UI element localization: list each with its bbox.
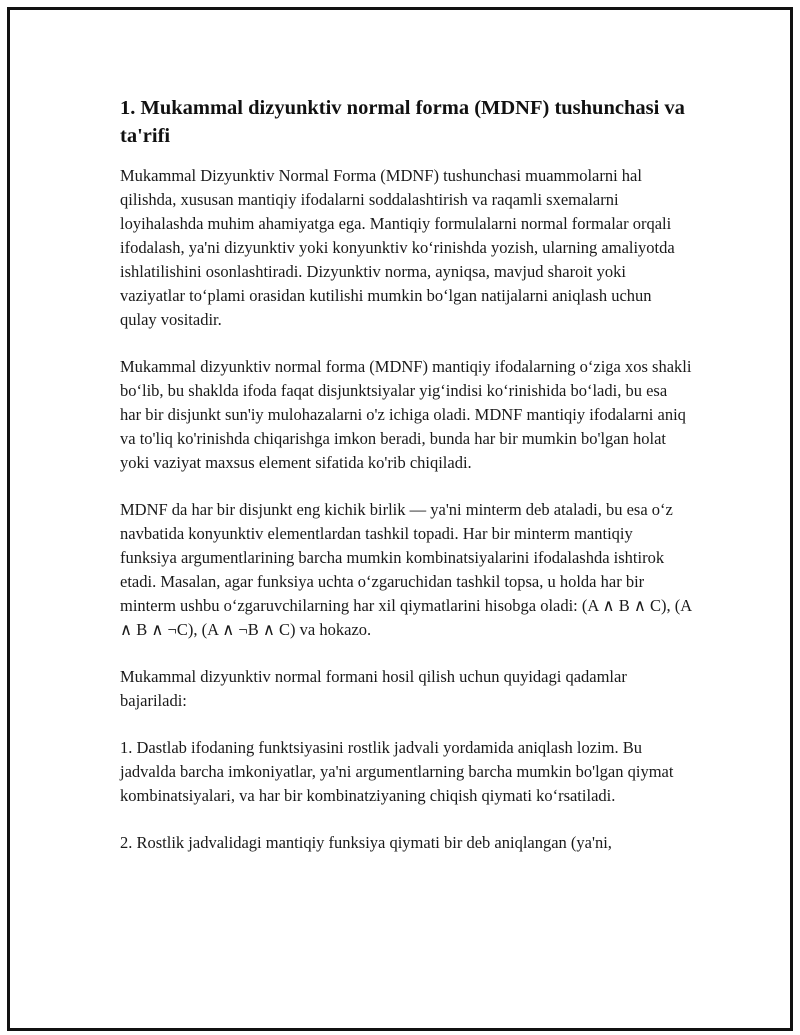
page-content	[120, 94, 692, 855]
paragraph-intro: Mukammal Dizyunktiv Normal Forma (MDNF) tushunchasi muammolarni hal qilishda, xususan mantiqiy ifodalarni soddalashtirish va raqamli sxemalarni loyihalashda muhim ahamiyatga ega. Mantiqiy formulalarni normal formalar orqali ifodalash, ya'ni dizyunktiv yoki konyunktiv koʻrinishda yozish, ularning amaliyotda ishlatilishini osonlashtiradi. Dizyunktiv norma, ayniqsa, mavjud sharoit yoki vaziyatlar toʻplami orasidan kutilishi mumkin boʻlgan natijalarni aniqlash uchun qulay vositadir.	[120, 166, 675, 329]
paragraph-steps-intro: Mukammal dizyunktiv normal formani hosil qilish uchun quyidagi qadamlar bajariladi:	[120, 667, 627, 710]
paragraph-definition: Mukammal dizyunktiv normal forma (MDNF) mantiqiy ifodalarning oʻziga xos shakli boʻlib, bu shaklda ifoda faqat disjunktsiyalar yigʻindisi koʻrinishida boʻladi, bu esa har bir disjunkt sun'iy mulohazalarni o'z ichiga oladi. MDNF mantiqiy ifodalarni aniq va to'liq ko'rinishda chiqarishga imkon beradi, bunda har bir mumkin bo'lgan holat yoki vaziyat maxsus element sifatida ko'rib chiqiladi.	[120, 357, 692, 472]
page-title: 1. Mukammal dizyunktiv normal forma (MDNF) tushunchasi va ta'rifi	[120, 97, 685, 147]
paragraph-step-2: 2. Rostlik jadvalidagi mantiqiy funksiya qiymati bir deb aniqlangan (ya'ni,	[120, 833, 612, 852]
page-frame	[7, 7, 793, 1031]
paragraph-minterm: MDNF da har bir disjunkt eng kichik birlik — ya'ni minterm deb ataladi, bu esa oʻz navbatida konyunktiv elementlardan tashkil topadi. Har bir minterm mantiqiy funksiya argumentlarining barcha mumkin kombinatsiyalarini ifodalashda ishtirok etadi. Masalan, agar funksiya uchta oʻzgaruchidan tashkil topsa, u holda har bir minterm ushbu oʻzgaruvchilarning har xil qiymatlarini hisobga oladi: (A ∧ B ∧ C), (A ∧ B ∧ ¬C), (A ∧ ¬B ∧ C) va hokazo.	[120, 500, 692, 639]
paragraph-step-1: 1. Dastlab ifodaning funktsiyasini rostlik jadvali yordamida aniqlash lozim. Bu jadvalda barcha imkoniyatlar, ya'ni argumentlarning barcha mumkin bo'lgan qiymat kombinatsiyalari, va har bir kombinatziyaning chiqish qiymati koʻrsatiladi.	[120, 738, 674, 805]
